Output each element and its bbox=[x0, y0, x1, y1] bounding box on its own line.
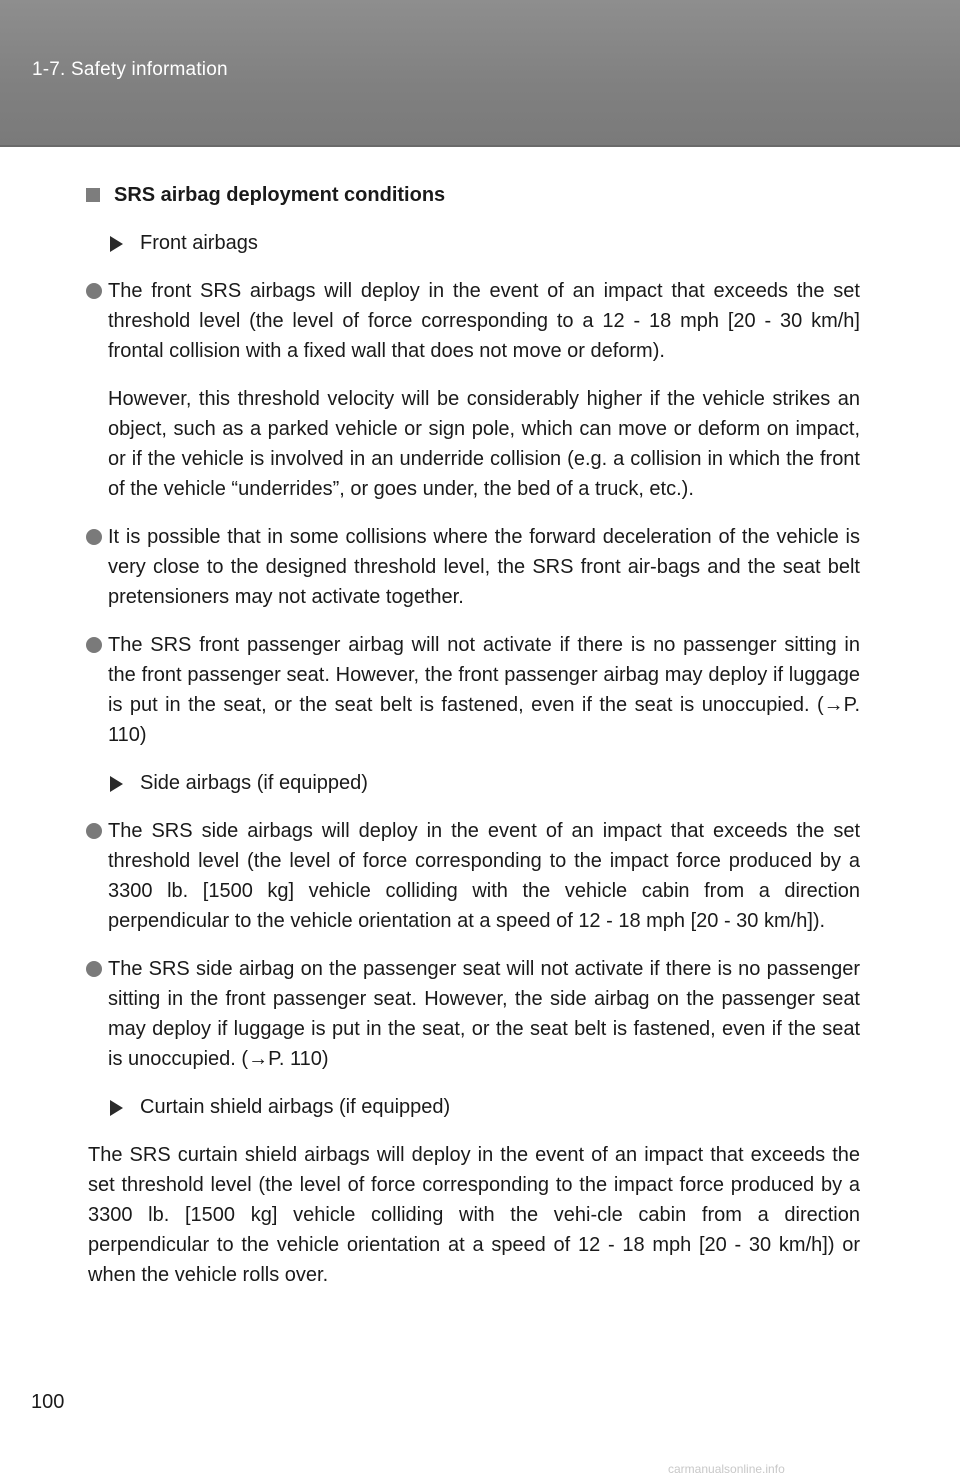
paragraph: However, this threshold velocity will be considerably higher if the vehicle strikes an object, such as a parked vehicle or sign pole, which can move or deform on impact, or if the vehicle is involved in an underride collision (e.g. a collision in which the front of the vehicle “underrides”, or goes under, the bed of a truck, etc.). bbox=[108, 388, 860, 500]
subheading-front-airbags bbox=[88, 228, 860, 258]
section-title: 1-7. Safety information bbox=[32, 59, 228, 80]
subheading-side-airbags bbox=[88, 768, 860, 798]
page-number: 100 bbox=[31, 1391, 65, 1413]
circle-bullet-icon bbox=[86, 283, 102, 299]
triangle-arrow-icon bbox=[110, 776, 123, 792]
header-band bbox=[0, 0, 960, 147]
bullet-text: The SRS front passenger airbag will not activate if there is no passenger sitting in the front passenger seat. However, the front passenger airbag may deploy if luggage is put in the seat, or the seat belt is fastened, even if the seat is unoccupied. (→P. 110) bbox=[108, 634, 860, 746]
circle-bullet-icon bbox=[86, 637, 102, 653]
subheading-text: Front airbags bbox=[140, 232, 258, 254]
bullet-text: The SRS side airbags will deploy in the event of an impact that exceeds the set threshold level (the level of force corresponding to the impact force produced by a 3300 lb. [1500 kg] vehicle colliding with the vehicle cabin from a direction perpendicular to the vehicle orientation at a speed of 12 - 18 mph [20 - 30 km/h]). bbox=[108, 820, 860, 932]
triangle-arrow-icon bbox=[110, 1100, 123, 1116]
bullet-item bbox=[88, 816, 860, 936]
subheading-text: Side airbags (if equipped) bbox=[140, 772, 368, 794]
section-heading bbox=[88, 180, 860, 210]
circle-bullet-icon bbox=[86, 961, 102, 977]
page-content bbox=[88, 180, 860, 1308]
bullet-item bbox=[88, 522, 860, 612]
bullet-item bbox=[88, 954, 860, 1074]
paragraph: The SRS curtain shield airbags will deploy in the event of an impact that exceeds the set threshold level (the level of force corresponding to the impact force produced by a 3300 lb. [1500 kg] vehicle colliding with the vehi-cle cabin from a direction perpendicular to the vehicle orientation at a speed of 12 - 18 mph [20 - 30 km/h]) or when the vehicle rolls over. bbox=[88, 1144, 860, 1286]
watermark: carmanualsonline.info bbox=[668, 1462, 785, 1476]
circle-bullet-icon bbox=[86, 823, 102, 839]
triangle-arrow-icon bbox=[110, 236, 123, 252]
subheading-text: Curtain shield airbags (if equipped) bbox=[140, 1096, 451, 1118]
bullet-item bbox=[88, 630, 860, 750]
bullet-text: The front SRS airbags will deploy in the event of an impact that exceeds the set threshold level (the level of force corresponding to a 12 - 18 mph [20 - 30 km/h] frontal collision with a fixed wall that does not move or deform). bbox=[108, 280, 860, 362]
bullet-text: The SRS side airbag on the passenger seat will not activate if there is no passenger sitting in the front passenger seat. However, the side airbag on the passenger seat may deploy if luggage is put in the seat, or the seat belt is fastened, even if the seat is unoccupied. (→P. 110) bbox=[108, 958, 860, 1070]
bullet-text: It is possible that in some collisions where the forward deceleration of the vehicle is very close to the designed threshold level, the SRS front air-bags and the seat belt pretensioners may not activate together. bbox=[108, 526, 860, 608]
circle-bullet-icon bbox=[86, 529, 102, 545]
section-heading-text: SRS airbag deployment conditions bbox=[114, 184, 446, 206]
subheading-curtain-airbags bbox=[88, 1092, 860, 1122]
square-bullet-icon bbox=[86, 188, 100, 202]
bullet-item bbox=[88, 276, 860, 366]
